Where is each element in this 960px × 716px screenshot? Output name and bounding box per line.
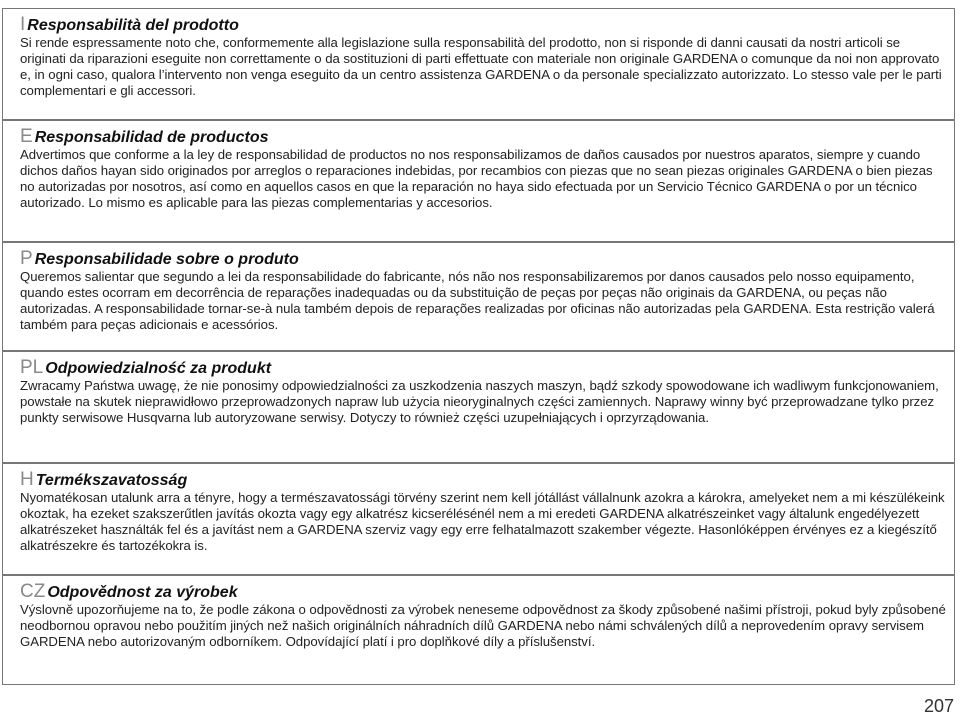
section-title: Responsabilidad de productos [34,129,269,146]
language-code: PL [20,357,44,378]
section-body: Zwracamy Państwa uwagę, że nie ponosimy odpowiedzialności za uszkodzenia naszych maszyn, bądź szkody spowodowane ich wadliwym funkcjonowaniem, powstałe na skutek nieprawidłowo przeprowadzonych napraw lub użycia nieoryginalnych części zamiennych. Naprawy winny być przeprowadzane tylko przez punkty serwisowe Husqvarna lub autoryzowane serwisy. Dotyczy to również części uzupełniających i oprzyrządowania. [20,378,939,426]
section-body: Queremos salientar que segundo a lei da responsabilidade do fabricante, nós não nos responsabilizaremos por danos causados pelo nosso equipamento, quando estes ocorram em decorrência de reparações inadequadas ou da substituição de peças por peças não originais da GARDENA, ou peças não autorizadas. A responsabilidade tornar-se-à nula também depois de reparações realizadas por oficinas não autorizadas pela GARDENA. Esta restrição valerá também para peças adicionais e acessórios. [20,269,935,333]
section-title: Responsabilidade sobre o produto [34,251,299,268]
section-heading [20,14,946,35]
section-title: Termékszavatosság [35,472,188,489]
section-czech [2,575,955,685]
section-body: Si rende espressamente noto che, conformemente alla legislazione sulla responsabilità del prodotto, non si risponde di danni causati da nostri articoli se originati da riparazioni eseguite non correttamente o da sostituzioni di parti effettuate con materiale non originale GARDENA o comunque da noi non approvato e, in ogni caso, qualora l’intervento non venga eseguito da un centro assistenza GARDENA o da personale specializzato autorizzato. Lo stesso vale per le parti complementari e gli accessori. [20,35,942,99]
section-heading [20,248,946,269]
section-portuguese [2,242,955,351]
language-code: P [20,248,33,269]
section-heading [20,469,946,490]
section-body: Nyomatékosan utalunk arra a tényre, hogy a természavatossági törvény szerint nem kell jótállást vállalnunk azokra a károkra, amelyeket nem a mi készülékeink okoztak, ha ezeket szakszerűtlen javítás okozta vagy egy alkatrész kicserélésénél nem a mi eredeti GARDENA alkatrészeinket vagy általunk engedélyezett alkatrészeket használták fel és a javítást nem a GARDENA szerviz vagy egy erre felhatalmazott szakember végezte. Hasonlóképpen érvényes ez a kiegészítő alkatrészekre és tartozékokra is. [20,490,945,554]
section-spanish [2,120,955,242]
section-heading [20,126,946,147]
section-body: Advertimos que conforme a la ley de responsabilidad de productos no nos responsabilizamos de daños causados por nuestros aparatos, siempre y cuando dichos daños hayan sido originados por arreglos o reparaciones indebidas, por recambios con piezas que no sean piezas originales GARDENA o bien piezas no autorizadas por nosotros, así como en aquellos casos en que la reparación no haya sido efectuada por un Servicio Técnico GARDENA o por un técnico autorizado. Lo mismo es aplicable para las piezas complementarias y accesorios. [20,147,933,211]
section-heading [20,357,946,378]
section-title: Responsabilità del prodotto [27,17,239,34]
section-body: Výslovně upozorňujeme na to, že podle zákona o odpovědnosti za výrobek neneseme odpovědnost za škody způsobené našimi přístroji, pokud byly způsobené neodbornou opravou nebo použitím jiných než našich originálních náhradních dílů GARDENA nebo námi schválených dílů a neprovedením opravy servisem GARDENA nebo autorizovaným odborníkem. Odpovídající platí i pro doplňkové díly a příslušenství. [20,602,946,650]
section-italian [2,8,955,120]
language-code: CZ [20,581,46,602]
language-code: E [20,126,33,147]
language-code: I [20,14,26,35]
section-polish [2,351,955,463]
language-code: H [20,469,34,490]
section-title: Odpowiedzialność za produkt [45,360,272,377]
section-heading [20,581,946,602]
section-hungarian [2,463,955,575]
section-title: Odpovědnost za výrobek [47,584,238,601]
page-number: 207 [923,696,954,716]
